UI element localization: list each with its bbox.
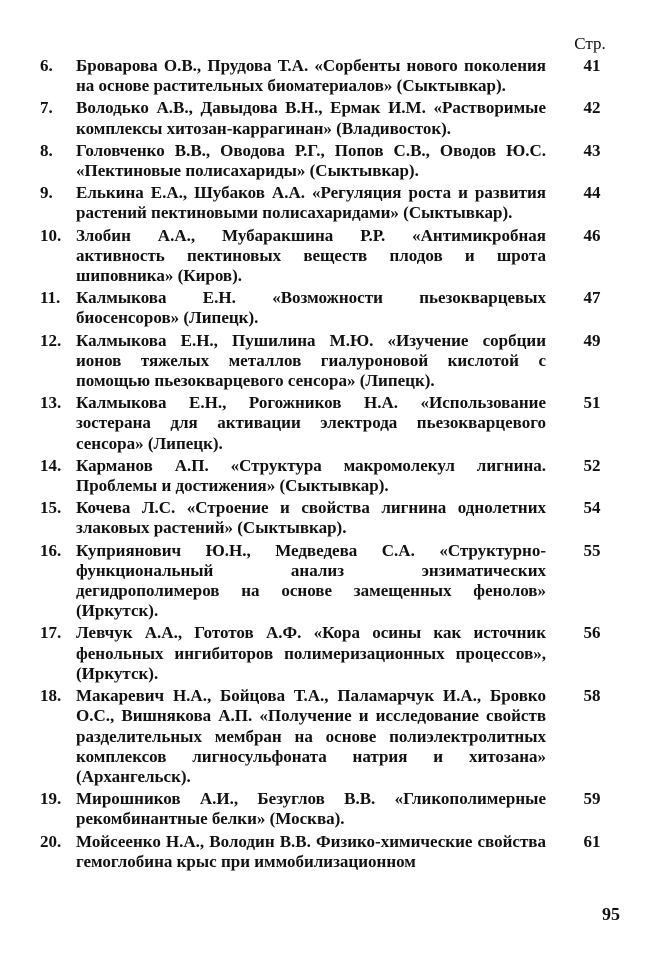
entry-number: 16. — [40, 540, 62, 560]
toc-entry — [0, 183, 657, 223]
toc-entry — [0, 331, 657, 392]
entry-number: 19. — [40, 789, 62, 809]
entry-text: Мойсеенко Н.А., Володин В.В. Физико-химические свойства гемоглобина крыс при иммобилизационном — [76, 831, 546, 871]
entry-page: 49 — [583, 330, 601, 350]
entry-page: 41 — [583, 56, 601, 75]
entry-number: 9. — [40, 183, 53, 203]
entry-number: 18. — [40, 686, 62, 706]
entry-text: Куприянович Ю.Н., Медведева С.А. «Структурно-функциональный анализ энзиматических дегидрополимеров на основе замещенных фенолов» (Иркутск). — [76, 540, 546, 621]
entry-number: 7. — [40, 98, 53, 118]
page-number: 95 — [602, 904, 620, 924]
entry-page: 61 — [583, 831, 601, 851]
toc-entry — [0, 498, 657, 538]
entry-number: 17. — [40, 623, 62, 643]
entry-page: 56 — [583, 623, 601, 643]
toc-entry — [0, 686, 657, 787]
entry-number: 10. — [40, 225, 62, 245]
entry-text: Калмыкова Е.Н. «Возможности пьезокварцевых биосенсоров» (Липецк). — [76, 288, 546, 328]
toc-entry — [0, 226, 657, 287]
entry-page: 44 — [583, 183, 601, 203]
entry-text: Володько А.В., Давыдова В.Н., Ермак И.М. «Растворимые комплексы хитозан-каррагинан» (Владивосток). — [76, 98, 546, 138]
entry-text: Елькина Е.А., Шубаков А.А. «Регуляция роста и развития растений пектиновыми полисахаридами» (Сыктывкар). — [76, 183, 546, 223]
entry-page: 59 — [583, 789, 601, 809]
entry-text: Кочева Л.С. «Строение и свойства лигнина однолетних злаковых растений» (Сыктывкар). — [76, 498, 546, 538]
entry-number: 8. — [40, 140, 53, 160]
entry-text: Мирошников А.И., Безуглов В.В. «Гликополимерные рекомбинантные белки» (Москва). — [76, 789, 546, 829]
entry-text: Макаревич Н.А., Бойцова Т.А., Паламарчук И.А., Бровко О.С., Вишнякова А.П. «Получение и исследование свойств разделительных мембран на основе полиэлектролитных комплексов лигносульфоната натрия и хитозана» (Архангельск). — [76, 686, 546, 786]
entry-page: 58 — [583, 686, 601, 706]
entry-text: Злобин А.А., Мубаракшина Р.Р. «Антимикробная активность пектиновых веществ плодов и шрота шиповника» (Киров). — [76, 225, 546, 286]
entry-text: Головченко В.В., Оводова Р.Г., Попов С.В., Оводов Ю.С. «Пектиновые полисахариды» (Сыктывкар). — [76, 140, 546, 181]
entry-number: 6. — [40, 56, 53, 75]
entry-page: 47 — [583, 288, 601, 308]
entry-page: 52 — [583, 455, 601, 475]
toc-entry — [0, 288, 657, 328]
entry-number: 11. — [40, 288, 61, 308]
entry-text: Броварова О.В., Прудова Т.А. «Сорбенты нового поколения на основе растительных биоматериалов» (Сыктывкар). — [76, 56, 546, 96]
entry-page: 55 — [583, 540, 601, 560]
entry-text: Левчук А.А., Гототов А.Ф. «Кора осины как источник фенольных ингибиторов полимеризационных процессов», (Иркутск). — [76, 623, 546, 683]
entry-page: 43 — [583, 140, 601, 160]
entry-number: 20. — [40, 831, 62, 851]
page-column-header: Стр. — [574, 34, 606, 53]
toc-entry — [0, 98, 657, 138]
toc-entry — [0, 141, 657, 181]
table-of-contents — [0, 56, 657, 874]
entry-page: 42 — [583, 98, 601, 118]
entry-number: 12. — [40, 330, 62, 350]
entry-page: 46 — [583, 225, 601, 245]
entry-number: 15. — [40, 498, 62, 518]
toc-entry — [0, 789, 657, 829]
entry-number: 14. — [40, 455, 62, 475]
toc-entry — [0, 456, 657, 496]
entry-page: 51 — [583, 393, 601, 413]
entry-text: Калмыкова Е.Н., Рогожников Н.А. «Использование зостерана для активации электрода пьезокварцевого сенсора» (Липецк). — [76, 393, 546, 453]
toc-entry — [0, 541, 657, 622]
entry-page: 54 — [583, 498, 601, 518]
toc-entry — [0, 56, 657, 96]
entry-number: 13. — [40, 393, 62, 413]
toc-entry — [0, 623, 657, 684]
entry-text: Карманов А.П. «Структура макромолекул лигнина. Проблемы и достижения» (Сыктывкар). — [76, 455, 546, 496]
toc-entry — [0, 393, 657, 454]
toc-entry — [0, 832, 657, 872]
entry-text: Калмыкова Е.Н., Пушилина М.Ю. «Изучение сорбции ионов тяжелых металлов гиалуроновой кислотой с помощью пьезокварцевого сенсора» (Липецк). — [76, 330, 546, 391]
